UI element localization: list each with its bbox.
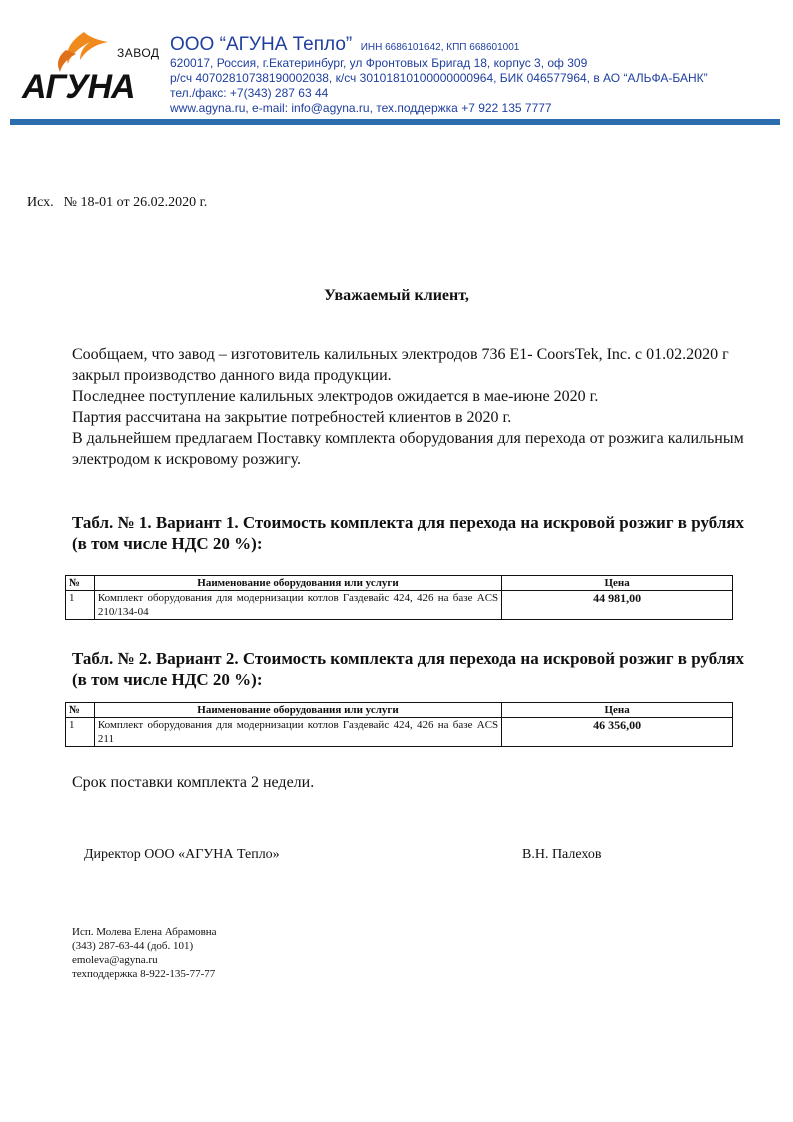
company-details [170,34,708,116]
company-name: ООО “АГУНА Тепло” [170,34,353,55]
body-paragraph: Последнее поступление калильных электродов ожидается в мае-июне 2020 г. [72,388,599,405]
price-table-1 [65,575,733,620]
company-logo [20,30,160,110]
contact-block [72,925,217,981]
contact-support: техподдержка 8-922-135-77-77 [72,968,216,980]
greeting: Уважаемый клиент, [324,287,469,304]
row-price: 46 356,00 [502,718,733,747]
table-1-title: Табл. № 1. Вариант 1. Стоимость комплекта для перехода на искровой розжиг в рублях (в том числе НДС 20 %): [72,513,745,553]
row-num: 1 [66,718,95,747]
company-phone: тел./факс: +7(343) 287 63 44 [170,86,329,100]
column-header-num: № [66,576,95,591]
body-paragraph: Партия рассчитана на закрытие потребностей клиентов в 2020 г. [72,409,512,426]
column-header-name: Наименование оборудования или услуги [94,703,501,718]
signatory-title: Директор ООО «АГУНА Тепло» [84,847,280,862]
logo-word-zavod: ЗАВОД [117,46,160,60]
logo-word-agyna: АГУНА [22,68,135,106]
row-name: Комплект оборудования для модернизации котлов Газдевайс 424, 426 на базе ACS 210/134-04 [94,591,501,620]
contact-phone: (343) 287-63-44 (доб. 101) [72,940,194,952]
signatory-name: В.Н. Палехов [522,847,602,862]
header-divider [10,119,780,125]
table-header-row [66,576,733,591]
row-name: Комплект оборудования для модернизации котлов Газдевайс 424, 426 на базе ACS 211 [94,718,501,747]
column-header-num: № [66,703,95,718]
column-header-name: Наименование оборудования или услуги [94,576,501,591]
row-price: 44 981,00 [502,591,733,620]
company-bank: р/сч 40702810738190002038, к/сч 30101810100000000964, БИК 046577964, в АО “АЛЬФА-БАНК” [170,71,708,85]
delivery-term: Срок поставки комплекта 2 недели. [72,774,315,791]
column-header-price: Цена [502,576,733,591]
contact-email: emoleva@agyna.ru [72,954,158,966]
company-address: 620017, Россия, г.Екатеринбург, ул Фронтовых Бригад 18, корпус 3, оф 309 [170,56,588,70]
body-paragraph: В дальнейшем предлагаем Поставку комплекта оборудования для перехода от розжига калильным электродом к искровому розжигу. [72,430,744,468]
row-num: 1 [66,591,95,620]
table-row [66,718,733,747]
letter-body [72,344,762,470]
body-paragraph: Сообщаем, что завод – изготовитель калильных электродов 736 E1- CoorsTek, Inc. с 01.02.2020 г закрыл производство данного вида продукции. [72,346,729,384]
company-ids: ИНН 6686101642, КПП 668601001 [360,42,520,53]
company-web: www.agyna.ru, e-mail: info@agyna.ru, тех.поддержка +7 922 135 7777 [170,101,552,115]
table-header-row [66,703,733,718]
outgoing-ref: № 18-01 от 26.02.2020 г. [63,195,208,210]
price-table-2 [65,702,733,747]
table-2-title: Табл. № 2. Вариант 2. Стоимость комплекта для перехода на искровой розжиг в рублях (в том числе НДС 20 %): [72,649,745,689]
outgoing-prefix: Исх. [27,195,54,210]
table-row [66,591,733,620]
outgoing-number [27,195,207,211]
column-header-price: Цена [502,703,733,718]
contact-person: Исп. Молева Елена Абрамовна [72,926,217,938]
